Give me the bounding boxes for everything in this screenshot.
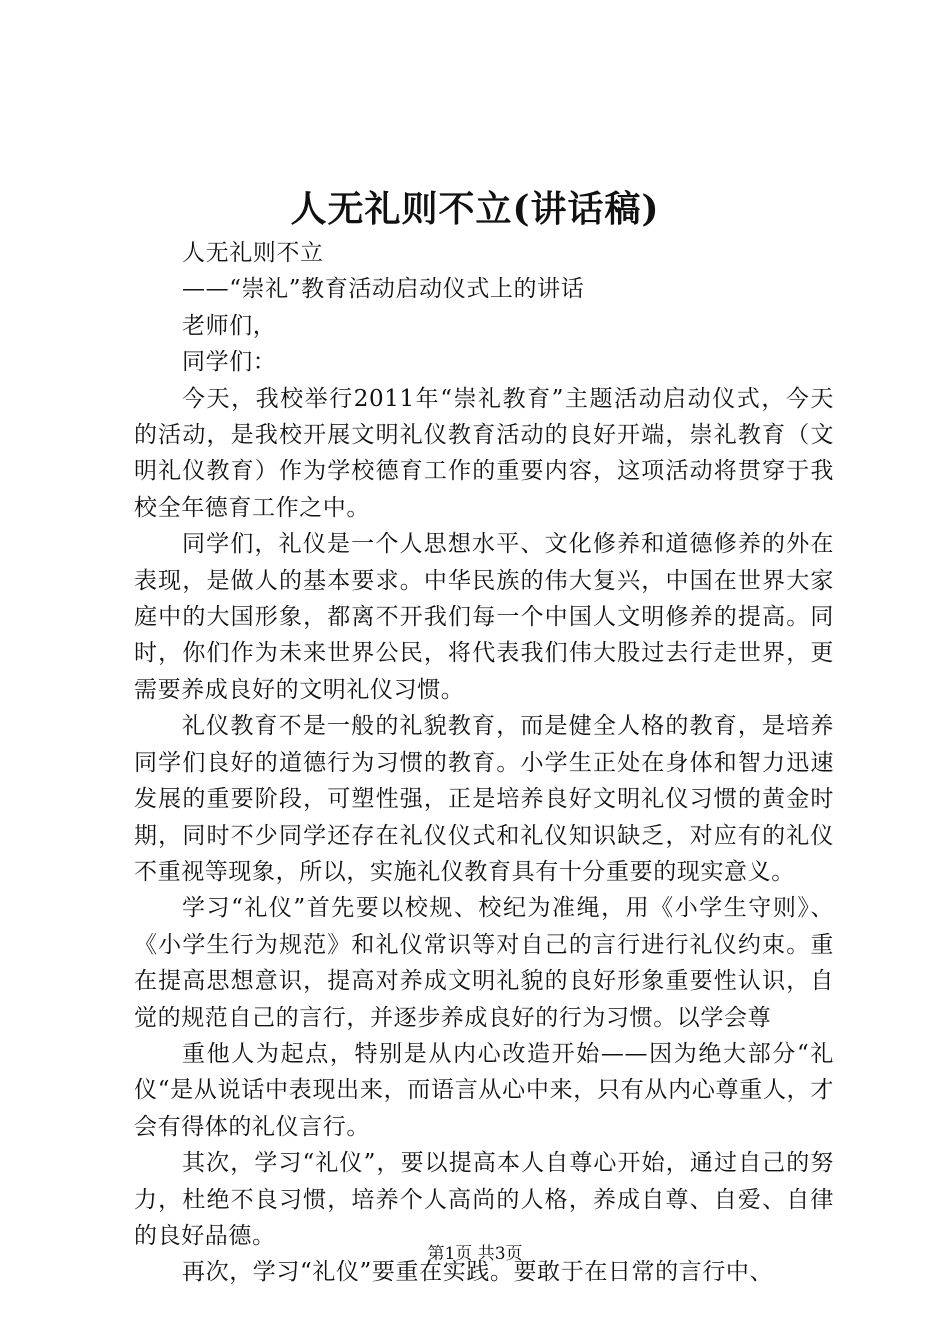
- paragraph-7: 再次，学习“礼仪”要重在实践。要敢于在日常的言行中、: [182, 1259, 774, 1286]
- speech-heading: 人无礼则不立: [182, 240, 324, 266]
- paragraph-1: 今天，我校举行2011年“崇礼教育”主题活动启动仪式，今天的活动，是我校开展文明礼仪教育活动的良好开端，崇礼教育（文明礼仪教育）作为学校德育工作的重要内容，这项活动将贯穿于我校全年德育工作之中。: [134, 385, 834, 521]
- speech-subheading: ——“崇礼”教育活动启动仪式上的讲话: [182, 276, 585, 303]
- paragraph-3: 礼仪教育不是一般的礼貌教育，而是健全人格的教育，是培养同学们良好的道德行为习惯的教育。小学生正处在身体和智力迅速发展的重要阶段，可塑性强，正是培养良好文明礼仪习惯的黄金时期，同时不少同学还存在礼仪仪式和礼仪知识缺乏，对应有的礼仪不重视等现象，所以，实施礼仪教育具有十分重要的现实意义。: [134, 713, 834, 885]
- document-body: [134, 235, 834, 1291]
- page-number-footer: 第1页 共3页: [427, 1244, 523, 1264]
- salutation-teachers: 老师们，: [182, 312, 277, 339]
- salutation-students: 同学们：: [182, 349, 277, 376]
- paragraph-2: 同学们，礼仪是一个人思想水平、文化修养和道德修养的外在表现，是做人的基本要求。中华民族的伟大复兴，中国在世界大家庭中的大国形象，都离不开我们每一个中国人文明修养的提高。同时，你们作为未来世界公民，将代表我们伟大股过去行走世界，更需要养成良好的文明礼仪习惯。: [134, 531, 834, 703]
- paragraph-6: 其次，学习“礼仪”，要以提高本人自尊心开始，通过自己的努力，杜绝不良习惯，培养个人高尚的人格，养成自尊、自爱、自律的良好品德。: [134, 1150, 834, 1249]
- document-title: 人无礼则不立(讲话稿): [290, 188, 660, 230]
- paragraph-4: 学习“礼仪”首先要以校规、校纪为准绳，用《小学生守则》、《小学生行为规范》和礼仪常识等对自己的言行进行礼仪约束。重在提高思想意识，提高对养成文明礼貌的良好形象重要性认识，自觉的规范自己的言行，并逐步养成良好的行为习惯。以学会尊: [134, 895, 834, 1031]
- paragraph-5: 重他人为起点，特别是从内心改造开始——因为绝大部分“礼仪“是从说话中表现出来，而语言从心中来，只有从内心尊重人，才会有得体的礼仪言行。: [134, 1040, 834, 1140]
